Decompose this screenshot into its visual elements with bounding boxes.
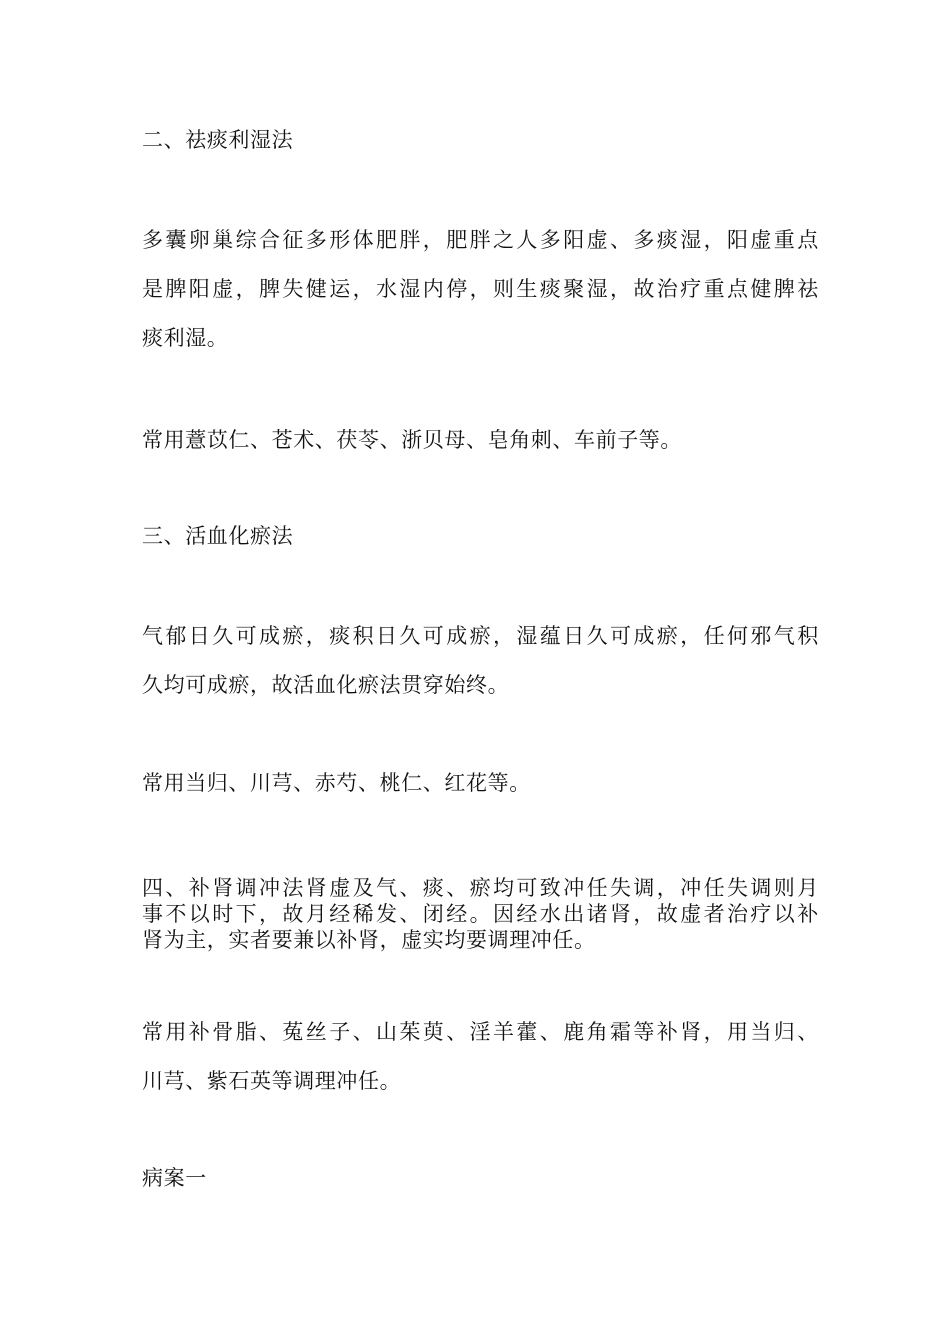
herb-list-line: 川芎、紫石英等调理冲任。 — [142, 1069, 402, 1093]
section-heading-4-line: 四、补肾调冲法肾虚及气、痰、瘀均可致冲任失调，冲任失调则月 — [142, 876, 821, 900]
paragraph-line: 是脾阳虚，脾失健运，水湿内停，则生痰聚湿，故治疗重点健脾祛 — [142, 277, 821, 301]
herb-list-line: 常用补骨脂、菟丝子、山茱萸、淫羊藿、鹿角霜等补肾，用当归、 — [142, 1020, 821, 1044]
section-heading-2: 二、祛痰利湿法 — [142, 128, 294, 152]
paragraph-line: 痰利湿。 — [142, 326, 229, 350]
herb-list-line: 常用当归、川芎、赤芍、桃仁、红花等。 — [142, 771, 531, 795]
paragraph-line: 多囊卵巢综合征多形体肥胖，肥胖之人多阳虚、多痰湿，阳虚重点 — [142, 228, 821, 252]
paragraph-line: 事不以时下，故月经稀发、闭经。因经水出诸肾，故虚者治疗以补 — [142, 902, 821, 926]
herb-list-line: 常用薏苡仁、苍术、茯苓、浙贝母、皂角刺、车前子等。 — [142, 428, 682, 452]
paragraph-line: 肾为主，实者要兼以补肾，虚实均要调理冲任。 — [142, 928, 596, 952]
paragraph-line: 久均可成瘀，故活血化瘀法贯穿始终。 — [142, 673, 510, 697]
case-heading: 病案一 — [142, 1166, 207, 1190]
paragraph-line: 气郁日久可成瘀，痰积日久可成瘀，湿蕴日久可成瘀，任何邪气积 — [142, 624, 821, 648]
section-heading-3: 三、活血化瘀法 — [142, 524, 294, 548]
